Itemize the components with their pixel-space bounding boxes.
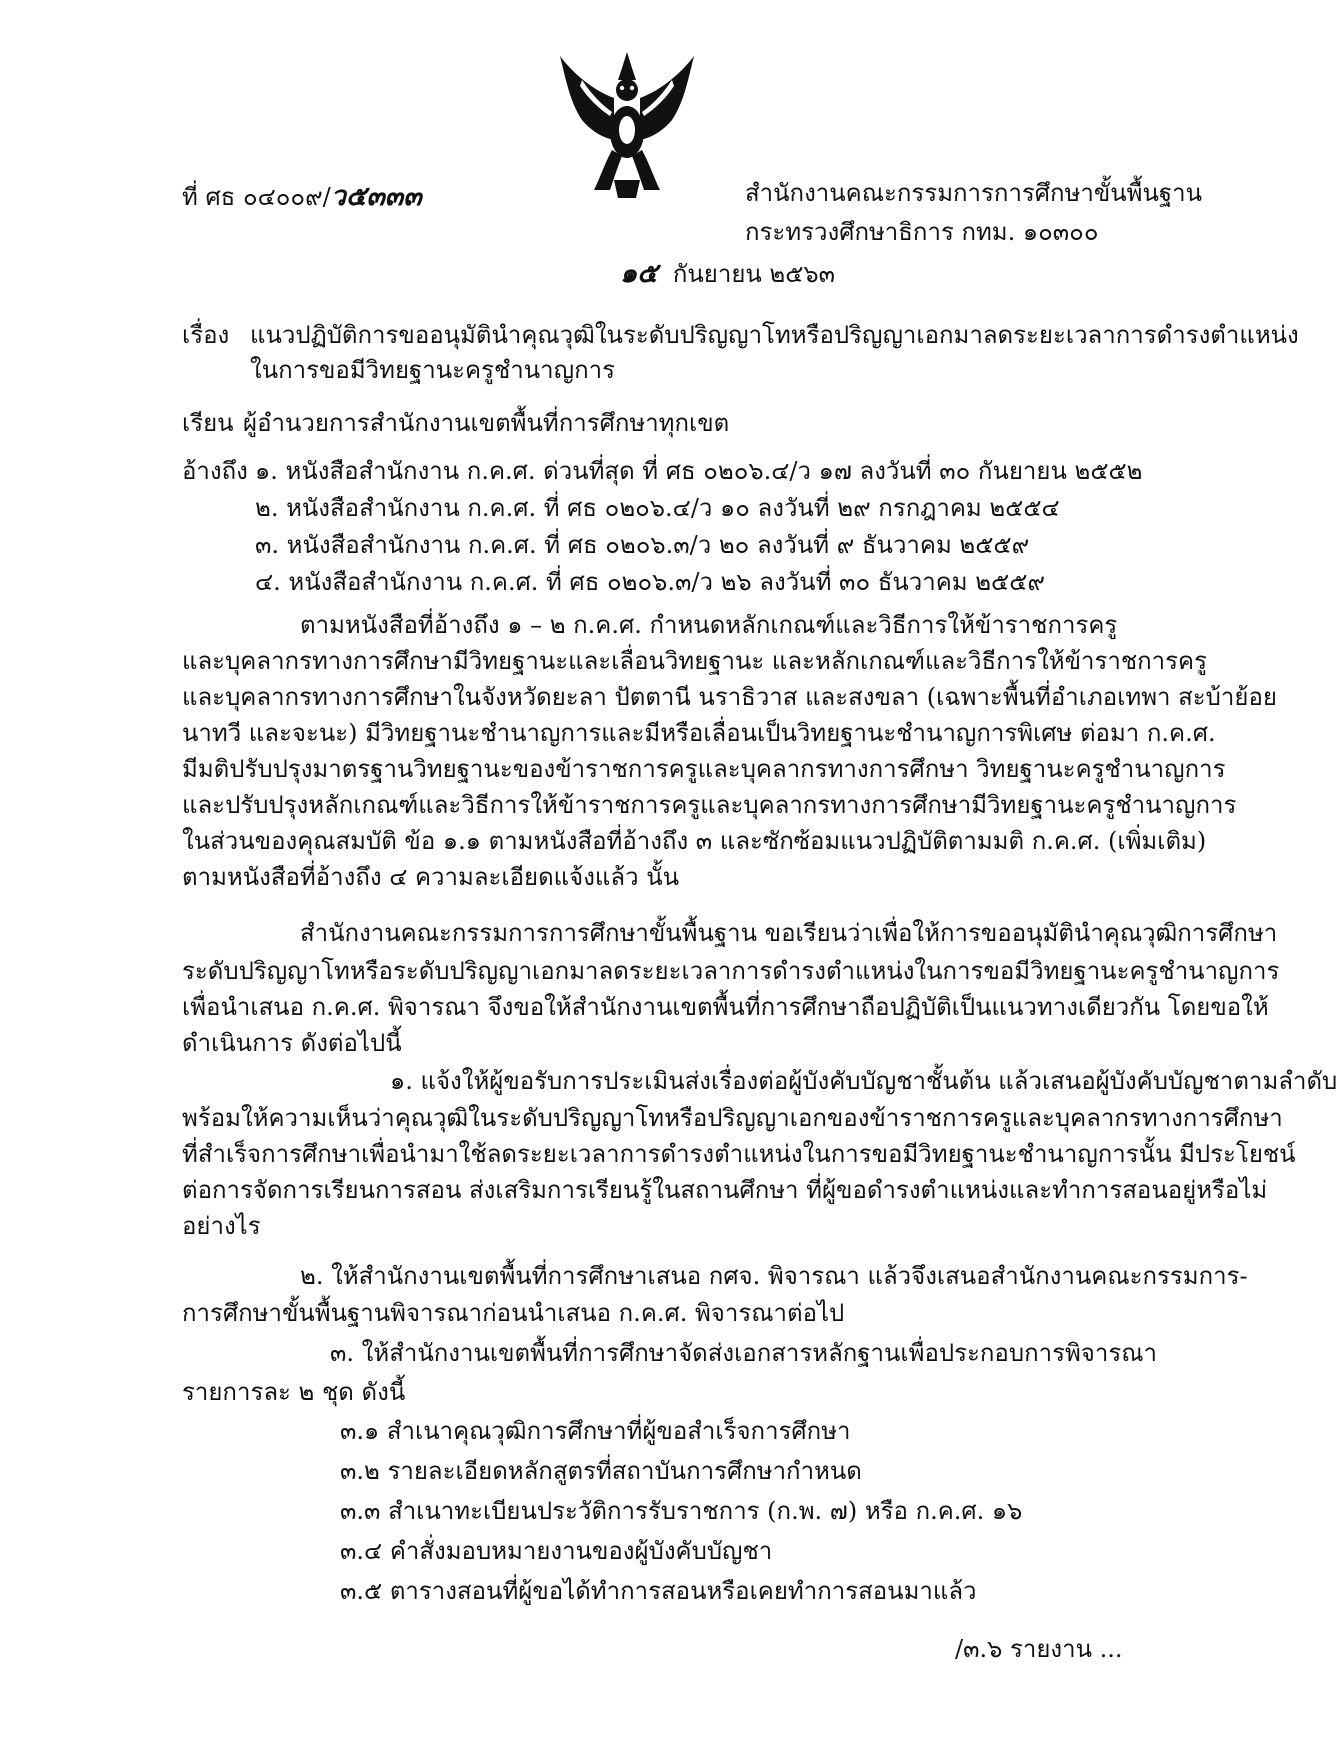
reference-item: ๒. หนังสือสำนักงาน ก.ค.ศ. ที่ ศธ ๐๒๐๖.๔/ว ๑๐ ลงวันที่ ๒๙ กรกฎาคม ๒๕๕๔ bbox=[255, 494, 1060, 522]
paragraph-2-line: สำนักงานคณะกรรมการการศึกษาขั้นพื้นฐาน ขอเรียนว่าเพื่อให้การขออนุมัตินำคุณวุฒิการศึกษา bbox=[300, 919, 1278, 947]
paragraph-1-line: และบุคลากรทางการศึกษาในจังหวัดยะลา ปัตตานี นราธิวาส และสงขลา (เฉพาะพื้นที่อำเภอเทพา สะบ้าย้อย bbox=[182, 683, 1277, 711]
item-2-line: การศึกษาขั้นพื้นฐานพิจารณาก่อนนำเสนอ ก.ค.ศ. พิจารณาต่อไป bbox=[182, 1299, 845, 1327]
organization-name: สำนักงานคณะกรรมการการศึกษาขั้นพื้นฐาน bbox=[745, 179, 1203, 207]
paragraph-1-line: ตามหนังสือที่อ้างถึง ๑ – ๒ ก.ค.ศ. กำหนดหลักเกณฑ์และวิธีการให้ข้าราชการครู bbox=[300, 611, 1118, 639]
paragraph-2-line: ดำเนินการ ดังต่อไปนี้ bbox=[182, 1029, 402, 1057]
document-number-prefix: ที่ ศธ ๐๔๐๐๙/ bbox=[182, 183, 331, 211]
item-1-line: ๑. แจ้งให้ผู้ขอรับการประเมินส่งเรื่องต่อผู้บังคับบัญชาชั้นต้น แล้วเสนอผู้บังคับบัญชาตามลำดับ bbox=[390, 1067, 1337, 1095]
reference-item: ๔. หนังสือสำนักงาน ก.ค.ศ. ที่ ศธ ๐๒๐๖.๓/ว ๒๖ ลงวันที่ ๓๐ ธันวาคม ๒๕๕๙ bbox=[255, 568, 1045, 596]
reference-item: ๑. หนังสือสำนักงาน ก.ค.ศ. ด่วนที่สุด ที่ ศธ ๐๒๐๖.๔/ว ๑๗ ลงวันที่ ๓๐ กันยายน ๒๕๕๒ bbox=[255, 457, 1143, 485]
subject-label: เรื่อง bbox=[182, 321, 230, 349]
item-3-line: ๓. ให้สำนักงานเขตพื้นที่การศึกษาจัดส่งเอกสารหลักฐานเพื่อประกอบการพิจารณา bbox=[330, 1339, 1157, 1367]
paragraph-1-line: ตามหนังสือที่อ้างถึง ๔ ความละเอียดแจ้งแล้ว นั้น bbox=[182, 863, 680, 891]
sub-item: ๓.๔ คำสั่งมอบหมายงานของผู้บังคับบัญชา bbox=[340, 1537, 773, 1565]
paragraph-1-line: ในส่วนของคุณสมบัติ ข้อ ๑.๑ ตามหนังสือที่อ้างถึง ๓ และซักซ้อมแนวปฏิบัติตามมติ ก.ค.ศ. (เพิ่มเติม) bbox=[182, 827, 1207, 855]
paragraph-2-line: เพื่อนำเสนอ ก.ค.ศ. พิจารณา จึงขอให้สำนักงานเขตพื้นที่การศึกษาถือปฏิบัติเป็นแนวทางเดียวกัน โดยขอให้ bbox=[182, 993, 1269, 1021]
paragraph-1-line: นาทวี และจะนะ) มีวิทยฐานะชำนาญการและมีหรือเลื่อนเป็นวิทยฐานะชำนาญการพิเศษ ต่อมา ก.ค.ศ. bbox=[182, 719, 1216, 747]
item-1-line: ต่อการจัดการเรียนการสอน ส่งเสริมการเรียนรู้ในสถานศึกษา ที่ผู้ขอดำรงตำแหน่งและทำการสอนอยู่หรือไม่ bbox=[182, 1176, 1268, 1204]
paragraph-1-line: มีมติปรับปรุงมาตรฐานวิทยฐานะของข้าราชการครูและบุคลากรทางการศึกษา วิทยฐานะครูชำนาญการ bbox=[182, 755, 1226, 783]
garuda-emblem-icon bbox=[552, 50, 702, 200]
item-3-line: รายการละ ๒ ชุด ดังนี้ bbox=[182, 1378, 406, 1406]
references-label: อ้างถึง bbox=[182, 457, 248, 485]
paragraph-1-line: และปรับปรุงหลักเกณฑ์และวิธีการให้ข้าราชการครูและบุคลากรทางการศึกษามีวิทยฐานะครูชำนาญการ bbox=[182, 791, 1237, 819]
date-day-handwritten: ๑๕ bbox=[620, 258, 658, 289]
sub-item: ๓.๑ สำเนาคุณวุฒิการศึกษาที่ผู้ขอสำเร็จการศึกษา bbox=[340, 1417, 851, 1445]
paragraph-1-line: และบุคลากรทางการศึกษามีวิทยฐานะและเลื่อนวิทยฐานะ และหลักเกณฑ์และวิธีการให้ข้าราชการครู bbox=[182, 647, 1207, 675]
sub-item: ๓.๒ รายละเอียดหลักสูตรที่สถาบันการศึกษากำหนด bbox=[340, 1457, 862, 1485]
document-date bbox=[620, 257, 835, 291]
sub-item: ๓.๓ สำเนาทะเบียนประวัติการรับราชการ (ก.พ. ๗) หรือ ก.ค.ศ. ๑๖ bbox=[340, 1497, 1023, 1525]
date-month-year: กันยายน ๒๕๖๓ bbox=[672, 260, 836, 288]
reference-item: ๓. หนังสือสำนักงาน ก.ค.ศ. ที่ ศธ ๐๒๐๖.๓/ว ๒๐ ลงวันที่ ๙ ธันวาคม ๒๕๕๙ bbox=[255, 531, 1030, 559]
continuation-marker: /๓.๖ รายงาน ... bbox=[955, 1635, 1123, 1663]
document-number-handwritten: ว๕๓๓๓ bbox=[330, 181, 422, 212]
item-2-line: ๒. ให้สำนักงานเขตพื้นที่การศึกษาเสนอ กศจ. พิจารณา แล้วจึงเสนอสำนักงานคณะกรรมการ- bbox=[300, 1262, 1248, 1290]
subject-line-1: แนวปฏิบัติการขออนุมัตินำคุณวุฒิในระดับปริญญาโทหรือปริญญาเอกมาลดระยะเวลาการดำรงตำแหน่ง bbox=[250, 321, 1299, 349]
recipient-label: เรียน bbox=[182, 409, 234, 437]
paragraph-2-line: ระดับปริญญาโทหรือระดับปริญญาเอกมาลดระยะเวลาการดำรงตำแหน่งในการขอมีวิทยฐานะครูชำนาญการ bbox=[182, 957, 1280, 985]
item-1-line: พร้อมให้ความเห็นว่าคุณวุฒิในระดับปริญญาโทหรือปริญญาเอกของข้าราชการครูและบุคลากรทางการศึกษา bbox=[182, 1104, 1283, 1132]
organization-address: กระทรวงศึกษาธิการ กทม. ๑๐๓๐๐ bbox=[745, 218, 1099, 246]
document-number bbox=[182, 180, 422, 214]
item-1-line: ที่สำเร็จการศึกษาเพื่อนำมาใช้ลดระยะเวลาการดำรงตำแหน่งในการขอมีวิทยฐานะชำนาญการนั้น มีประโยชน์ bbox=[182, 1140, 1296, 1168]
sub-item: ๓.๕ ตารางสอนที่ผู้ขอได้ทำการสอนหรือเคยทำการสอนมาแล้ว bbox=[340, 1577, 977, 1605]
subject-line-2: ในการขอมีวิทยฐานะครูชำนาญการ bbox=[250, 356, 615, 384]
recipient: ผู้อำนวยการสำนักงานเขตพื้นที่การศึกษาทุกเขต bbox=[243, 409, 730, 437]
item-1-line: อย่างไร bbox=[182, 1212, 261, 1240]
